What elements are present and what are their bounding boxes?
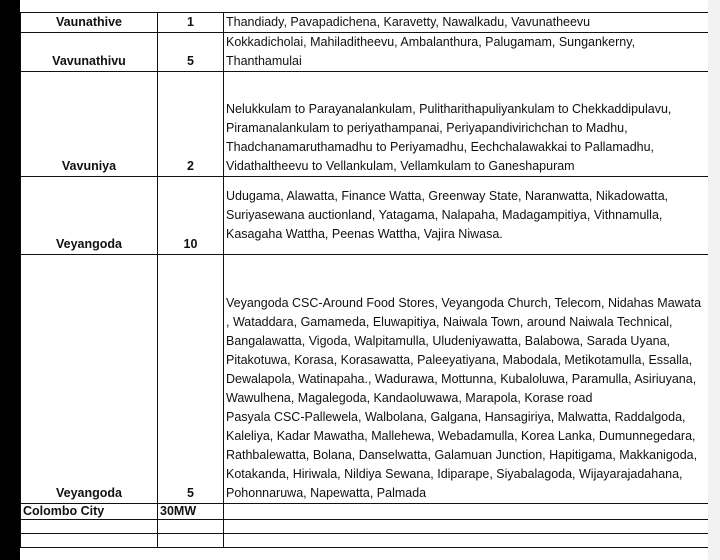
places-cell [224,504,709,520]
empty-cell [21,520,158,534]
places-text: Pasyala CSC-Pallewela, Walbolana, Galgana, Hansagiriya, Malwatta, Raddalgoda, Kaleliya, Kadar Mawatha, Mallehewa, Webadamulla, Korea Lanka, Dumunnegedara, Rathbalewatta, Bolana, Danselwatta, Galamuan Junction, Hapitigama, Makkanigoda, Kotakanda, Hiriwala, Nildiya Sewana, Idiparape, Siyabalagoda, Wijayarajadahana, Pohonnaruwa, Napewatta, Palmada [226,410,698,500]
outage-schedule-table [20,12,709,548]
area-cell: Colombo City [21,504,158,520]
table-row [21,72,709,177]
page-left-margin [0,0,20,560]
places-text: Udugama, Alawatta, Finance Watta, Greenway State, Naranwatta, Nikadowatta, Suriyasewana auctionland, Yatagama, Nalapaha, Madagampitiya, Vithnamulla, Kasagaha Wattha, Peenas Wattha, Vajira Niwasa. [226,189,669,241]
empty-row [21,534,709,548]
empty-cell [224,520,709,534]
places-cell [224,72,709,177]
area-cell: Vavunathivu [21,33,158,72]
places-cell [224,13,709,33]
empty-cell [224,534,709,548]
places-cell [224,177,709,255]
places-cell [224,255,709,504]
table-row [21,177,709,255]
table-row [21,13,709,33]
count-cell: 5 [158,255,224,504]
count-cell: 1 [158,13,224,33]
places-text: Veyangoda CSC-Around Food Stores, Veyangoda Church, Telecom, Nidahas Mawata , Wataddara, Gamameda, Eluwapitiya, Naiwala Town, around Naiwala Technical, Bangalawatta, Vigoda, Walpitamulla, Uludeniyawatta, Balabowa, Sarada Uyana, Pitakotuwa, Korasa, Korasawatta, Paleeyatiyana, Mabodala, Metikotamulla, Essalla, Dewalapola, Watinapaha., Wadurawa, Mottunna, Kubaloluwa, Paramulla, Asiriuyana, Wawulhena, Magalegoda, Kandaoluwawa, Marapola, Korase road [226,296,702,405]
count-cell: 30MW [158,504,224,520]
page-top-strip [20,0,708,12]
places-text: Kokkadicholai, Mahiladitheevu, Ambalanthura, Palugamam, Sungankerny, Thanthamulai [226,35,636,68]
empty-cell [158,534,224,548]
table-row [21,33,709,72]
area-cell: Vavuniya [21,72,158,177]
places-text: Nelukkulam to Parayanalankulam, Pulitharithapuliyankulam to Chekkaddipulavu, Piramanalankulam to periyathampanai, Periyapandivirichchan to Madhu, Thadchanamaruthamadhu to Periyamadhu, Eechchalawakkai to Pallamadhu, Vidathaltheevu to Vellankulam, Vellamkulam to Ganeshapuram [226,102,672,173]
count-cell: 2 [158,72,224,177]
count-cell: 10 [158,177,224,255]
table-row [21,255,709,504]
area-cell: Vaunathive [21,13,158,33]
places-text: Thandiady, Pavapadichena, Karavetty, Nawalkadu, Vavunatheevu [226,15,591,29]
table-row [21,504,709,520]
area-cell: Veyangoda [21,255,158,504]
empty-row [21,520,709,534]
empty-cell [158,520,224,534]
places-cell [224,33,709,72]
empty-cell [21,534,158,548]
page-right-margin [708,0,720,560]
count-cell: 5 [158,33,224,72]
area-cell: Veyangoda [21,177,158,255]
outage-schedule-sheet [20,12,708,548]
